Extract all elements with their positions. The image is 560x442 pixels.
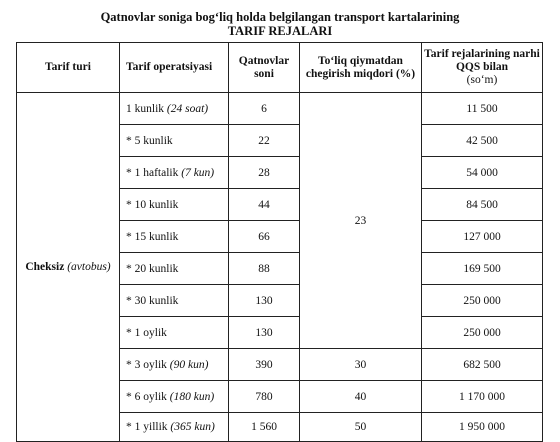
price-cell: 250 000	[422, 285, 543, 317]
document-title-line2: TARIF REJALARI	[227, 24, 333, 38]
operation-label: * 1 yillik	[126, 421, 168, 433]
price-cell: 1 950 000	[422, 413, 543, 442]
table-row	[17, 93, 543, 125]
count-cell: 1 560	[229, 413, 300, 442]
operation-label: * 5 kunlik	[126, 134, 173, 147]
tarif-type-main: Cheksiz	[25, 261, 65, 273]
operation-label: * 30 kunlik	[126, 294, 179, 307]
header-chegirish-l1: To‘liq qiymatdan	[318, 54, 403, 67]
discount-cell-shared: 23	[300, 93, 422, 349]
operation-label: * 15 kunlik	[126, 230, 179, 243]
count-cell: 6	[229, 93, 300, 125]
header-operatsiya: Tarif operatsiyasi	[120, 43, 229, 93]
operation-cell	[120, 381, 229, 413]
operation-note: (7 kun)	[181, 166, 215, 179]
operation-label: * 1 oylik	[126, 326, 167, 339]
header-narx-l3: (so‘m)	[466, 74, 498, 86]
price-cell: 250 000	[422, 317, 543, 349]
operation-label: * 1 haftalik	[126, 166, 179, 179]
header-chegirish	[300, 43, 422, 93]
header-qatnovlar-l2: soni	[254, 67, 274, 80]
operation-label: * 10 kunlik	[126, 198, 179, 211]
operation-label: 1 kunlik	[126, 102, 165, 115]
price-cell: 84 500	[422, 189, 543, 221]
operation-cell	[120, 285, 229, 317]
operation-cell	[120, 413, 229, 442]
operation-cell	[120, 189, 229, 221]
count-cell: 66	[229, 221, 300, 253]
operation-note: (24 soat)	[166, 102, 209, 115]
price-cell: 42 500	[422, 125, 543, 157]
count-cell: 22	[229, 125, 300, 157]
operation-label: * 20 kunlik	[126, 262, 179, 275]
header-tarif-turi: Tarif turi	[17, 43, 120, 93]
price-cell: 169 500	[422, 253, 543, 285]
count-cell: 130	[229, 285, 300, 317]
operation-cell	[120, 157, 229, 189]
count-cell: 780	[229, 381, 300, 413]
price-cell: 127 000	[422, 221, 543, 253]
header-chegirish-l2: chegirish miqdori (%)	[305, 67, 416, 80]
count-cell: 88	[229, 253, 300, 285]
count-cell: 130	[229, 317, 300, 349]
price-cell: 682 500	[422, 349, 543, 381]
header-narx-l1: Tarif rejalarining narhi	[424, 48, 540, 60]
header-narx-l2: QQS bilan	[455, 61, 509, 73]
tarif-type-note: (avtobus)	[67, 261, 111, 273]
operation-cell	[120, 221, 229, 253]
table-header-row	[17, 43, 543, 93]
discount-cell: 50	[300, 413, 422, 442]
operation-cell	[120, 125, 229, 157]
header-qatnovlar	[229, 43, 300, 93]
count-cell: 28	[229, 157, 300, 189]
document-title-line1: Qatnovlar soniga bogʻliq holda belgilangan transport kartalarining	[100, 10, 460, 24]
price-cell: 11 500	[422, 93, 543, 125]
operation-cell	[120, 349, 229, 381]
operation-label: * 6 oylik	[126, 390, 167, 403]
header-narx	[422, 43, 543, 93]
operation-cell	[120, 317, 229, 349]
operation-note: (90 kun)	[169, 358, 209, 371]
count-cell: 390	[229, 349, 300, 381]
discount-cell: 40	[300, 381, 422, 413]
operation-label: * 3 oylik	[126, 358, 167, 371]
tariff-table	[16, 42, 543, 442]
tarif-type-cell	[17, 93, 120, 442]
discount-cell: 30	[300, 349, 422, 381]
price-cell: 1 170 000	[422, 381, 543, 413]
header-qatnovlar-l1: Qatnovlar	[238, 54, 290, 67]
operation-note: (365 kun)	[170, 421, 215, 433]
operation-cell	[120, 253, 229, 285]
price-cell: 54 000	[422, 157, 543, 189]
operation-cell	[120, 93, 229, 125]
operation-note: (180 kun)	[169, 390, 215, 403]
count-cell: 44	[229, 189, 300, 221]
